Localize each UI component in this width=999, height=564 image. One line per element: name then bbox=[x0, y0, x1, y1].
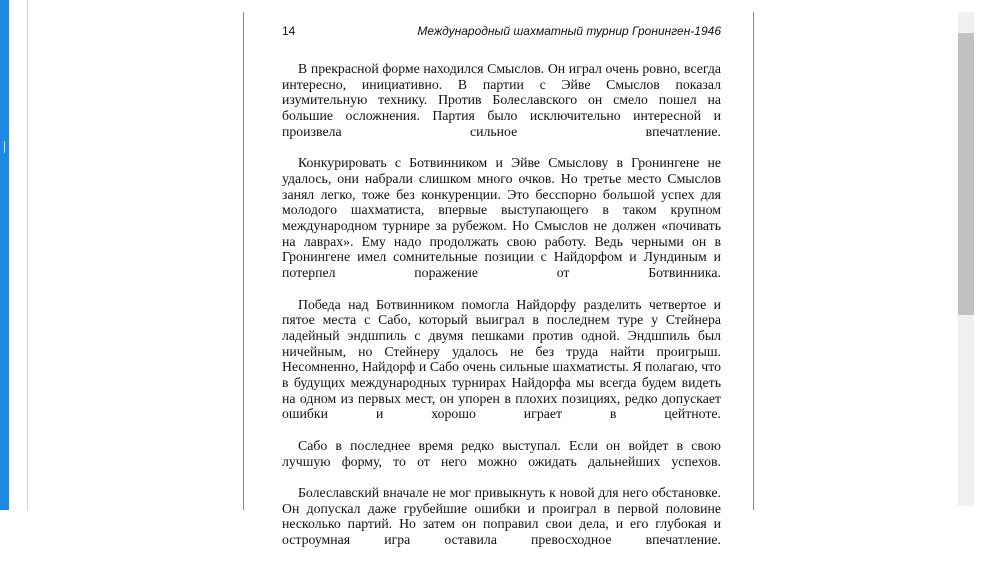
vertical-scrollbar[interactable] bbox=[958, 12, 974, 506]
paragraph: Конкурировать с Ботвинником и Эйве Смыслову в Гронингене не удалось, они набрали слишком много очков. Но третье место Смыслов занял легко, тоже без конкуренции. Это бесспорно большой успех для молодого шахматиста, впервые выступающего в таком крупном международном турнире за рубежом. Но Смыслов не должен «почивать на лаврах». Ему надо продолжать свою работу. Ведь черными он в Гронингене имел сомнительные позиции с Найдорфом и Лундиным и потерпел поражение от Ботвинника. bbox=[282, 155, 721, 281]
paragraph: Сабо в последнее время редко выступал. Если он войдет в свою лучшую форму, то от него можно ожидать дальнейших успехов. bbox=[282, 437, 721, 469]
paragraph: Болеславский вначале не мог привыкнуть к новой для него обстановке. Он допускал даже грубейшие ошибки и проиграл в первой половине несколько партий. Но затем он поправил свои дела, и его глубокая и остроумная игра оставила превосходное впечатление. bbox=[282, 484, 721, 548]
edge-marker bbox=[4, 141, 8, 153]
page-body bbox=[282, 61, 721, 564]
page-right-edge bbox=[753, 12, 754, 510]
paragraph: Победа над Ботвинником помогла Найдорфу разделить четвертое и пятое места с Сабо, который выиграл в последнем туре у Стейнера ладейный эндшпиль с двумя пешками против одной. Эндшпиль был ничейным, но Стейнеру удалось не без труда найти проигрыш. Несомненно, Найдорф и Сабо очень сильные шахматисты. Я полагаю, что в будущих международных турнирах Найдорфа мы всегда будем видеть на одном из первых мест, он упорен в плохих позициях, редко допускает ошибки и хорошо играет в цейтноте. bbox=[282, 296, 721, 422]
document-viewer[interactable] bbox=[27, 0, 999, 548]
page-header bbox=[282, 24, 721, 40]
taskbar-edge bbox=[0, 0, 9, 510]
page-number: 14 bbox=[282, 24, 296, 38]
document-page bbox=[244, 12, 753, 548]
scrollbar-thumb[interactable] bbox=[958, 33, 974, 315]
paragraph: В прекрасной форме находился Смыслов. Он играл очень ровно, всегда интересно, инициативно. В партии с Эйве Смыслов показал изумительную технику. Против Болеславского он смело пошел на большие осложнения. Партия было исключительно интересной и произвела сильное впечатление. bbox=[282, 61, 721, 139]
running-title: Международный шахматный турнир Гронинген-1946 bbox=[417, 24, 721, 38]
